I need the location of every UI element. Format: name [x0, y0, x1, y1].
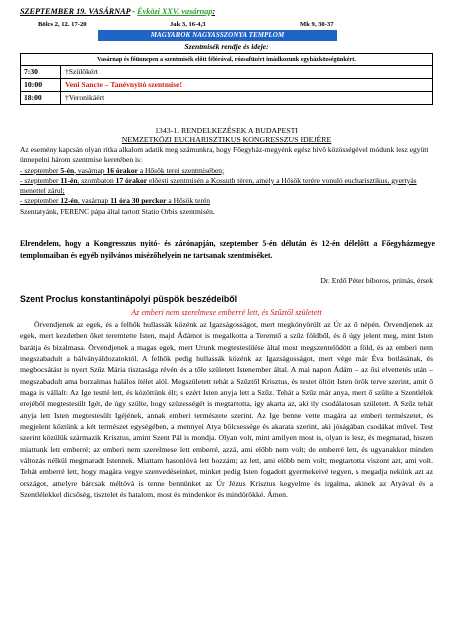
church-banner: MAGYAROK NAGYASSZONYA TEMPLOM [98, 30, 337, 41]
schedule-note: Vasárnap és főünnepen a szentmisék előtt félórával, rózsafüzért imádkozunk egyházközségünkért. [21, 54, 432, 66]
sermon-subtitle: Az emberi nem szerelmese emberré lett, és Szűztől született [131, 308, 322, 317]
header-date: SZEPTEMBER 19. VASÁRNAP [20, 7, 131, 16]
regulation-item-2: - szeptember 11-én, szombaton 17 órakor előesti szentmisén a Kossuth téren, amely a Hősök terére vonuló eucharisztikus, gyertyás menettel zárul; [20, 175, 417, 196]
regulation-body [20, 145, 435, 217]
regulation-item-1: - szeptember 5-én, vasárnap 16 órakor a Hősök terei szentmisében; [20, 165, 225, 175]
mass-schedule-table [20, 53, 433, 105]
regulation-intro: Az esemény kapcsán olyan ritka alkalom adatik meg számunkra, hogy Főegyház-megyénk egész hívő közösségével módunk lesz együtt ünnepelni három szentmise keretében is: [20, 145, 429, 165]
header-line [20, 7, 215, 16]
header-dash: - [130, 7, 138, 16]
schedule-row [21, 92, 432, 104]
signature: Dr. Erdő Péter bíboros, prímás, érsek [320, 276, 433, 285]
schedule-time: 18:00 [21, 92, 61, 104]
schedule-intention: †Veronikáért [65, 93, 105, 102]
decree-paragraph: Elrendelem, hogy a Kongresszus nyitó- és zárónapján, szeptember 5-én délután és 12-én délelőtt a Főegyházmegye templomaiban és egyéb nyilvános misézőhelyein ne tartsanak szentmiséket. [20, 239, 435, 260]
reading-second: Jak 3, 16-4,3 [170, 21, 206, 28]
regulation-subtitle: NEMZETKÖZI EUCHARISZTIKUS KONGRESSZUS IDEJÉRE [121, 135, 332, 144]
schedule-intention: †Szülőkért [65, 67, 98, 76]
mass-schedule-title: Szentmisék rendje és ideje: [184, 42, 269, 51]
schedule-time: 7:30 [21, 66, 61, 78]
schedule-intention: Veni Sancte – Tanévnyitó szentmise! [65, 80, 183, 89]
regulation-pope-line: Szentatyánk, FERENC pápa által tartott Statio Orbis szentmisén. [20, 206, 215, 216]
sermon-body: Örvendjenek az egek, és a felhők hullassák közénk az Igazságosságot, mert megkönyörült az Úr az ő népén. Örvendjenek az egek, mert kezdetben őket teremtette Isten, majd Ádámot is megalkotta a Teremtő a szűz földből, és ő úgy jelent meg, mint Isten barátja és bizalmasa. Örvendjenek a magas egek, mert Urunk megtestesülése által most megszentelődött a föld, és az emberi nem megszabadult a bálványáldozatoktól. A felhők pedig hullassák közénk az Igazságosságot, mert vége már Éva botlásának, és megbocsátást is nyert Szűz Mária tisztasága révén és a tőle született Istenember által. A mai napon Ádám – az ősi elvettetés után – megszabadult ama borzalmas halálos ítélet alól. Megszületett tehát a Szűztől Krisztus, és testet öltött Isten örök terve szerint, amit ő maga is vállalt: Az Ige testté lett, és közöttünk élt; s ezért Isten anyja lett a Szűz. Tehát a Szűz már anya, mert ő szülte a Szentlélek erejéből megtestesült Igét, de úgy szülte, hogy szüzességét is megtartotta, így akarta az, aki ily csodálatosan született. A Szűz tehát anyja lett Isten megtestesült Igéjének, annak emberi természete szerint. Az Ige benne vette magára az emberi természetet, és megjelent köztünk a két természet egységében, a mennyei Atya bölcsessége és akarata szerint, aki jóságában csodákat művel. Test szerint közülük származik Krisztus, amint Szent Pál is mondja. Olyan volt, mint amilyen most is, olyan is lesz, és megmarad, hiszen miattunk lett emberré; az emberi nem szerelmese lett emberré, azzá, ami előbb nem volt; de emberré lett, és ugyanakkor minden változás nélkül megmaradt Istennek. Miattam hasonlóvá lett hozzám; az lett, ami előbb nem volt; megtartotta viszont azt, ami volt. Tehát emberré lett, hogy magára vegye szenvedéseinket, minket pedig Isten fogadott gyermekeivé tegyen, s megadja nekünk azt az országot, amelyre bárcsak méltóvá is tenne bennünket az Úr Jézus Krisztus kegyelme és irgalma, akinek az Atyával és a Szentlélekkel dicsőség, tisztelet és hatalom, most és mindenkor és mindörökké. Ámen. [20, 320, 433, 500]
reading-first: Bölcs 2, 12. 17-20 [38, 21, 87, 28]
header-week: Évközi XXV. vasárnap [137, 7, 213, 16]
schedule-row [21, 66, 432, 79]
schedule-time: 10:00 [21, 79, 61, 91]
header-colon: : [212, 7, 216, 16]
sermon-title: Szent Proclus konstantinápolyi püspök beszédeiből [20, 294, 238, 304]
reading-gospel: Mk 9, 30-37 [300, 21, 334, 28]
regulation-title: 1343-1. RENDELKEZÉSEK A BUDAPESTI [155, 126, 298, 135]
schedule-row [21, 79, 432, 92]
regulation-item-3: - szeptember 12-én, vasárnap 11 óra 30 perckor a Hősök terén [20, 196, 211, 206]
